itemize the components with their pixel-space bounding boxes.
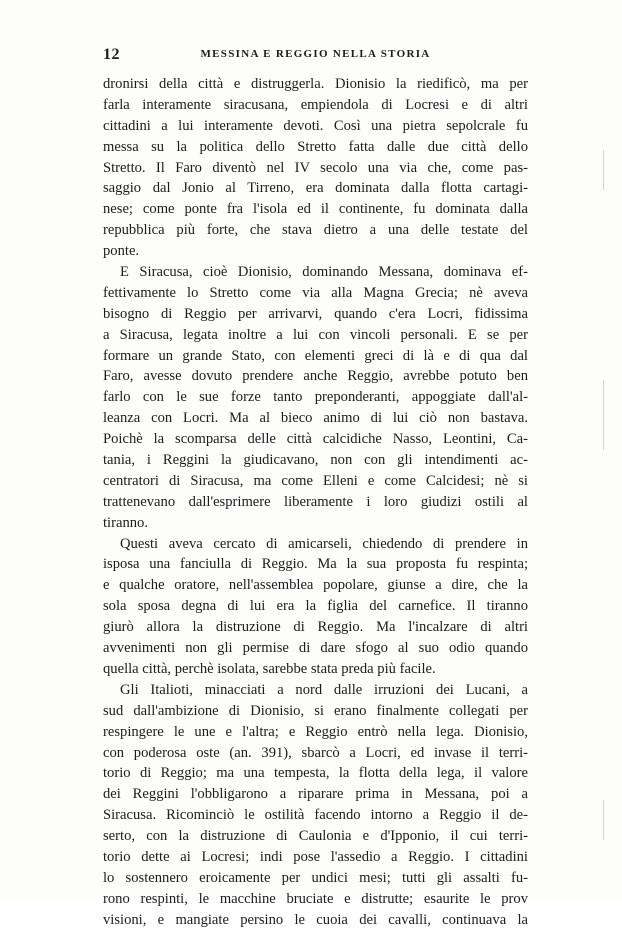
- text-line: bisogno di Reggio per arrivarvi, quando c'era Locri, fidissima: [103, 305, 528, 322]
- page-number: 12: [103, 46, 120, 63]
- text-line: messa su la politica dello Stretto fatta dalle due città dello: [103, 138, 528, 155]
- text-line: trattenevano dall'esprimere liberamente i loro giudizi ostili al: [103, 493, 528, 510]
- text-line: farla interamente siracusana, empiendola di Locresi e di altri: [103, 96, 528, 113]
- text-line: ponte.: [103, 243, 140, 260]
- scan-edge-mark: [603, 380, 604, 450]
- running-head: [103, 46, 528, 68]
- text-line: tania, i Reggini la giudicavano, non con gli intendimenti ac-: [103, 452, 528, 469]
- text-line: repubblica più forte, che stava dietro a una delle testate del: [103, 222, 528, 239]
- text-line: Gli Italioti, minacciati a nord dalle irruzioni dei Lucani, a: [120, 681, 528, 698]
- text-line: giurò allora la distruzione di Reggio. Ma l'incalzare di altri: [103, 619, 528, 636]
- text-line: cittadini a lui interamente devoti. Così una pietra sepolcrale fu: [103, 117, 528, 134]
- text-line: con poderosa oste (an. 391), sbarcò a Locri, ed invase il terri-: [103, 744, 528, 761]
- text-line: formare un grande Stato, con elementi greci di là e di qua dal: [103, 347, 528, 364]
- text-line: dronirsi della città e distruggerla. Dionisio la riedificò, ma per: [103, 76, 528, 92]
- text-line: torio dette ai Locresi; indi pose l'assedio a Reggio. I cittadini: [103, 848, 528, 865]
- scan-edge-mark: [603, 150, 604, 190]
- text-line: Faro, avesse dovuto prendere anche Reggio, avrebbe potuto ben: [103, 368, 528, 385]
- text-line: lo sostennero eroicamente per undici mesi; tutti gli assalti fu-: [103, 869, 528, 886]
- text-line: fettivamente lo Stretto come via alla Magna Grecia; nè aveva: [103, 284, 528, 301]
- text-line: serto, con la distruzione di Caulonia e d'Ipponio, il cui terri-: [103, 828, 528, 845]
- running-title: MESSINA E REGGIO NELLA STORIA: [200, 48, 431, 60]
- text-line: farlo con le sue forze tanto preponderanti, appoggiate dall'al-: [103, 389, 528, 406]
- text-line: centratori di Siracusa, ma come Elleni e come Calcidesi; nè si: [103, 472, 528, 489]
- text-line: sola sposa degna di lui era la figlia del carnefice. Il tiranno: [103, 598, 528, 615]
- text-line: saggio dal Jonio al Tirreno, era dominata dalla flotta cartagi-: [103, 180, 528, 197]
- body-text: [103, 74, 528, 931]
- text-line: quella città, perchè isolata, sarebbe stata preda più facile.: [103, 660, 436, 677]
- scan-edge-mark: [603, 800, 604, 840]
- text-line: E Siracusa, cioè Dionisio, dominando Messana, dominava ef-: [120, 264, 528, 281]
- text-line: Stretto. Il Faro diventò nel IV secolo una via che, come pas-: [103, 159, 528, 176]
- text-line: Questi aveva cercato di amicarseli, chiedendo di prendere in: [120, 535, 528, 552]
- text-line: visioni, e mangiate persino le cuoia dei cavalli, continuava la: [103, 911, 528, 928]
- text-line: a Siracusa, legata inoltre a lui con vincoli personali. E se per: [103, 326, 528, 343]
- text-line: Siracusa. Ricominciò le ostilità facendo intorno a Reggio il de-: [103, 807, 528, 824]
- text-line: tiranno.: [103, 514, 148, 531]
- text-line: respingere le une e l'altra; e Reggio entrò nella lega. Dionisio,: [103, 723, 528, 740]
- text-line: isposa una fanciulla di Reggio. Ma la sua proposta fu respinta;: [103, 556, 528, 573]
- text-line: sud dall'ambizione di Dionisio, si erano finalmente collegati per: [103, 702, 528, 719]
- text-line: avvenimenti non gli permise di dare sfogo al suo odio quando: [103, 640, 528, 657]
- text-line: e qualche oratore, nell'assemblea popolare, giunse a dire, che la: [103, 577, 528, 594]
- text-line: Poichè la scomparsa delle città calcidiche Nasso, Leontini, Ca-: [103, 431, 528, 448]
- text-line: nese; come ponte fra l'isola ed il continente, fu dominata dalla: [103, 201, 528, 218]
- text-line: rono respinti, le macchine bruciate e distrutte; esaurite le prov: [103, 890, 528, 907]
- text-line: torio di Reggio; ma una tempesta, la flotta della lega, il valore: [103, 765, 528, 782]
- text-line: dei Reggini l'obbligarono a riparare prima in Messana, poi a: [103, 786, 528, 803]
- text-line: leanza con Locri. Ma al bieco animo di lui ciò non bastava.: [103, 410, 528, 427]
